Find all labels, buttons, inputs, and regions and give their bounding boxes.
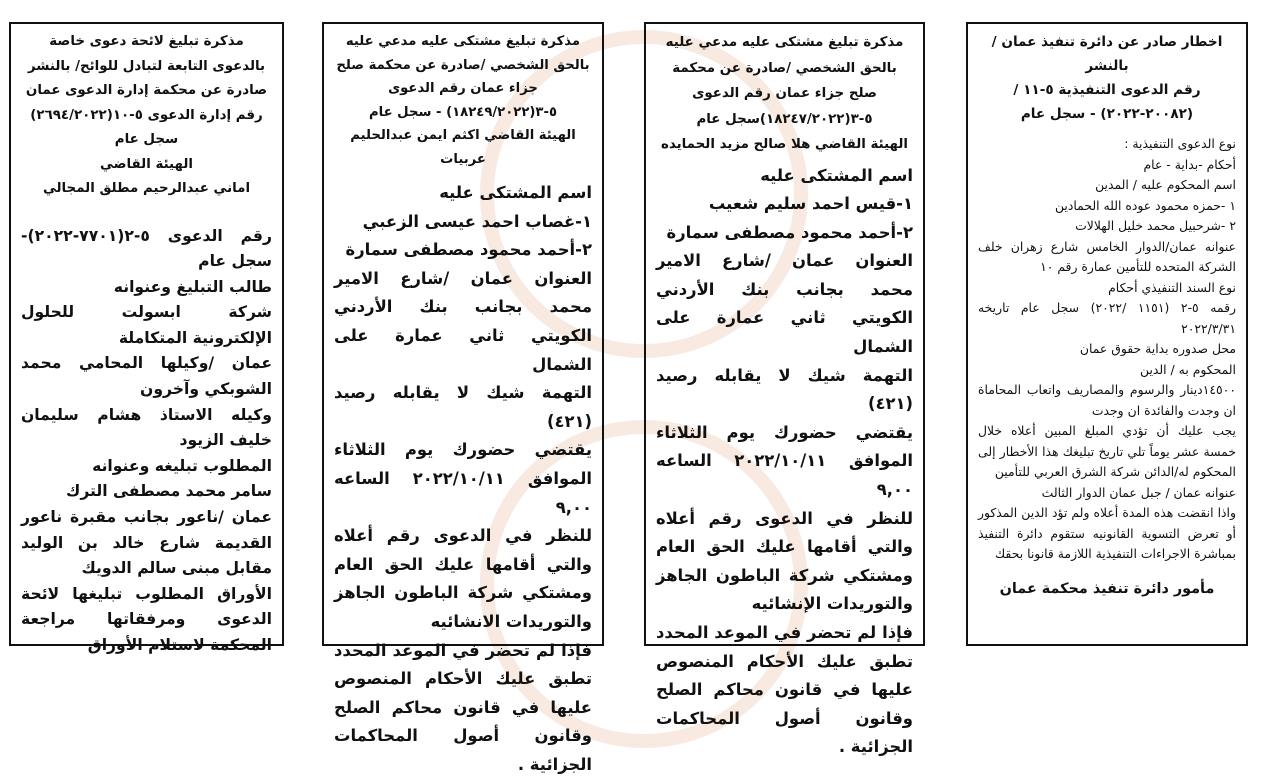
notice-body: اسم المشتكى عليه ١-غصاب احمد عيسى الزعبي ٢-أحمد محمود مصطفى سمارة العنوان عمان /شارع الامير محمد بجانب بنك الأردني الكويتي ثاني عمارة على الشمال التهمة شيك لا يقابله رصيد (٤٢١) يقتضي حضورك يوم الثلاثاء الموافق ٢٠٢٢/١٠/١١ الساعه ٩,٠٠ للنظر في الدعوى رقم أعلاه والتي أقامها عليك الحق العام ومشتكي شركة الباطون الجاهز والتوريدات الانشائيه فإذا لم تحضر في الموعد المحدد تطبق عليك الأحكام المنصوص عليها في قانون محاكم الصلح وقانون أصول المحاكمات الجزائية . (334, 183, 592, 774)
notice-header: اخطار صادر عن دائرة تنفيذ عمان /بالنشر رقم الدعوى التنفيذية ٥-١١ / (٢٠٠٨٢-٢٠٢٢) - سجل عام (991, 34, 1223, 122)
notice-header: مذكرة تبليغ لائحة دعوى خاصة بالدعوى التابعة لتبادل للوائح/ بالنشر صادرة عن محكمة إدارة الدعوى عمان رقم إدارة الدعوى ٥-١٠(٢٦٩٤/٢٠٢٢) سجل عام الهيئة القاضي اماني عبدالرحيم مطلق المجالي (25, 34, 268, 196)
notice-footer: مأمور دائرة تنفيذ محكمة عمان (999, 580, 1215, 597)
notice-header: مذكرة تبليغ مشتكى عليه مدعي عليه بالحق الشخصي /صادرة عن محكمة صلح جزاء عمان رقم الدعوى ٥-٣(١٨٢٤٩/٢٠٢٢) - سجل عام الهيئة القاضي اكثم ايمن عبدالحليم عربيات (336, 34, 590, 167)
notice-body: نوع الدعوى التنفيذية : أحكام -بداية - عام اسم المحكوم عليه / المدين ١ -حمزه محمود عوده الله الحمادين ٢ -شرحبيل محمد خليل الهلالات عنوانه عمان/الدوار الخامس شارع زهران خلف الشركة المتحده للتأمين عمارة رقم ١٠ نوع السند التنفيذي أحكام رقمه ٥-٢ (١١٥١ /٢٠٢٢) سجل عام تاريخه ٢٠٢٢/٣/٣١ محل صدوره بداية حقوق عمان المحكوم به / الدين ١٤٥٠٠دينار والرسوم والمصاريف واتعاب المحاماة ان وجدت والفائدة ان وجدت يجب عليك أن تؤدي المبلغ المبين أعلاه خلال خمسة عشر يوماً تلي تاريخ تبليغك هذا الأخطار إلى المحكوم له/الدائن شركة الشرق العربي للتأمين عنوانه عمان / جبل عمان الدوار الثالث واذا انقضت هذه المدة أعلاه ولم تؤد الدين المذكور أو تعرض التسوية القانونيه ستقوم دائرة التنفيذ بمباشرة الاجراءات التنفيذية اللازمة قانونا بحقك (978, 136, 1236, 561)
notice-summons-18249 (322, 22, 604, 774)
notice-execution-warning (966, 22, 1248, 646)
notice-body: اسم المشتكى عليه ١-قيس احمد سليم شعيب ٢-أحمد محمود مصطفى سمارة العنوان عمان /شارع الامير محمد بجانب بنك الأردني الكويتي ثاني عمارة على الشمال التهمة شيك لا يقابله رصيد (٤٢١) يقتضي حضورك يوم الثلاثاء الموافق ٢٠٢٢/١٠/١١ الساعه ٩,٠٠ للنظر في الدعوى رقم أعلاه والتي أقامها عليك الحق العام ومشتكي شركة الباطون الجاهز والتوريدات الإنشائيه فإذا لم تحضر في الموعد المحدد تطبق عليك الأحكام المنصوص عليها في قانون محاكم الصلح وقانون أصول المحاكمات الجزائية . (656, 165, 913, 757)
notice-claim-statement (9, 22, 284, 654)
notice-header: مذكرة تبليغ مشتكى عليه مدعي عليه بالحق الشخصي /صادرة عن محكمة صلح جزاء عمان رقم الدعوى ٥-٣(١٨٢٤٧/٢٠٢٢)سجل عام الهيئة القاضي هلا صالح مزيد الحمايده (660, 35, 908, 152)
notice-body: رقم الدعوى ٥-٢(٧٧٠١-٢٠٢٢)-سجل عام طالب التبليغ وعنوانه شركة ابسولت للحلول الإلكترونية المتكاملة عمان /وكيلها المحامي محمد الشوبكي وآخرون وكيله الاستاذ هشام سليمان خليف الزيود المطلوب تبليغه وعنوانه سامر محمد مصطفى الترك عمان /ناعور بجانب مقبرة ناعور القديمة شارع خالد بن الوليد مقابل مبنى سالم الدويك الأوراق المطلوب تبليغها لائحة الدعوى ومرفقاتها مراجعة المحكمة لاستلام الأوراق (21, 226, 272, 654)
notice-summons-18247 (644, 22, 925, 757)
